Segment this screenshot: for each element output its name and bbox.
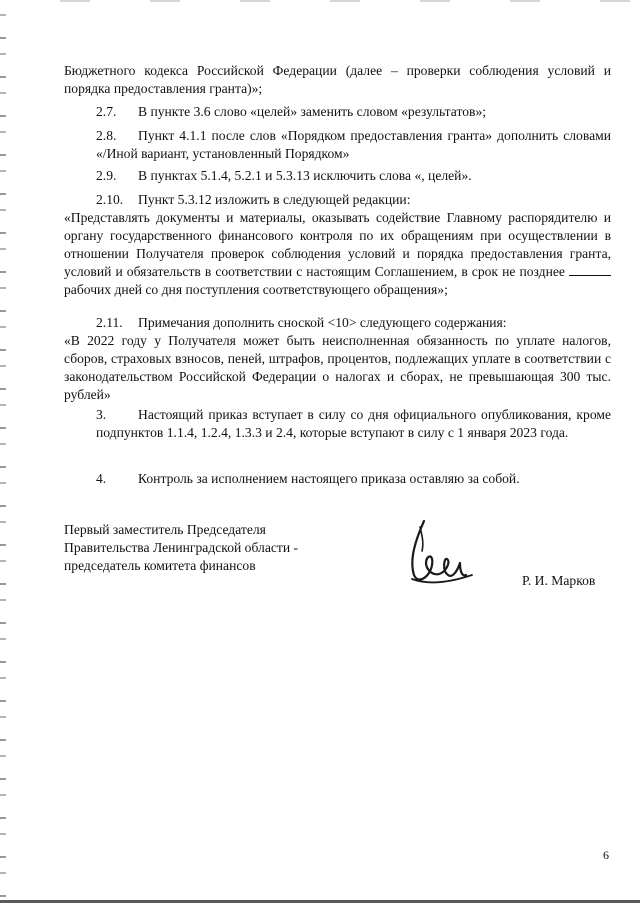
- item-4: [64, 470, 611, 488]
- intro-paragraph: [64, 62, 611, 98]
- item-2-9: [64, 167, 611, 185]
- item-2-11-text: Примечания дополнить сноской <10> следующего содержания:: [138, 315, 507, 330]
- signatory-position-line3: председатель комитета финансов: [64, 558, 256, 573]
- signatory-position-line2: Правительства Ленинградской области -: [64, 540, 299, 555]
- intro-text: Бюджетного кодекса Российской Федерации (далее – проверки соблюдения условий и порядка предоставления гранта)»;: [64, 63, 611, 96]
- item-2-7-text: В пункте 3.6 слово «целей» заменить словом «результатов»;: [138, 104, 487, 119]
- item-4-text: Контроль за исполнением настоящего приказа оставляю за собой.: [138, 471, 520, 486]
- item-2-8: [64, 127, 611, 163]
- item-2-9-number: 2.9.: [96, 168, 117, 183]
- item-2-7-number: 2.7.: [96, 104, 117, 119]
- item-3-number: 3.: [96, 407, 107, 422]
- handwritten-signature: [400, 515, 480, 595]
- signatory-name: Р. И. Марков: [522, 573, 596, 588]
- item-2-8-text: Пункт 4.1.1 после слов «Порядком предоставления гранта» дополнить словами «/Иной вариант, установленный Порядком»: [96, 128, 611, 161]
- signatory-position: [64, 521, 394, 575]
- item-2-10-text: Пункт 5.3.12 изложить в следующей редакции:: [138, 192, 411, 207]
- item-2-11-number: 2.11.: [96, 315, 123, 330]
- item-2-11-quote: «В 2022 году у Получателя может быть неисполненная обязанность по уплате налогов, сборов, страховых взносов, пеней, штрафов, процентов, подлежащих уплате в соответствии с законодательством Российской Федерации о налогах и сборах, не превышающая 300 тыс. рублей»: [64, 333, 611, 402]
- blank-days-field: [569, 263, 611, 276]
- item-2-7: [64, 103, 611, 121]
- scan-edge-bottom: [0, 900, 640, 903]
- item-2-10-quote: [64, 209, 611, 299]
- scan-edge-left: [0, 0, 6, 905]
- item-4-number: 4.: [96, 471, 107, 486]
- item-3: [64, 406, 611, 442]
- item-2-11: [64, 314, 611, 404]
- item-2-9-text: В пунктах 5.1.4, 5.2.1 и 5.3.13 исключить слова «, целей».: [138, 168, 472, 183]
- scan-edge-top: [0, 0, 640, 2]
- item-2-10-quote-part1: «Представлять документы и материалы, оказывать содействие Главному распорядителю и органу государственного финансового контроля по их обращениям при осуществлении в отношении Получателя проверок соблюдения условий и порядка предоставления гранта, условий и обязательств в соответствии с настоящим Соглашением, в срок не позднее: [64, 210, 611, 279]
- signatory-position-line1: Первый заместитель Председателя: [64, 522, 266, 537]
- item-2-8-number: 2.8.: [96, 128, 117, 143]
- item-2-10-number: 2.10.: [96, 192, 124, 207]
- item-2-10: [64, 191, 611, 299]
- page-number: 6: [603, 848, 609, 862]
- item-3-text: Настоящий приказ вступает в силу со дня официального опубликования, кроме подпунктов 1.1.4, 1.2.4, 1.3.3 и 2.4, которые вступают в силу с 1 января 2023 года.: [96, 407, 611, 440]
- item-2-10-quote-part2: рабочих дней со дня поступления соответствующего обращения»;: [64, 282, 448, 297]
